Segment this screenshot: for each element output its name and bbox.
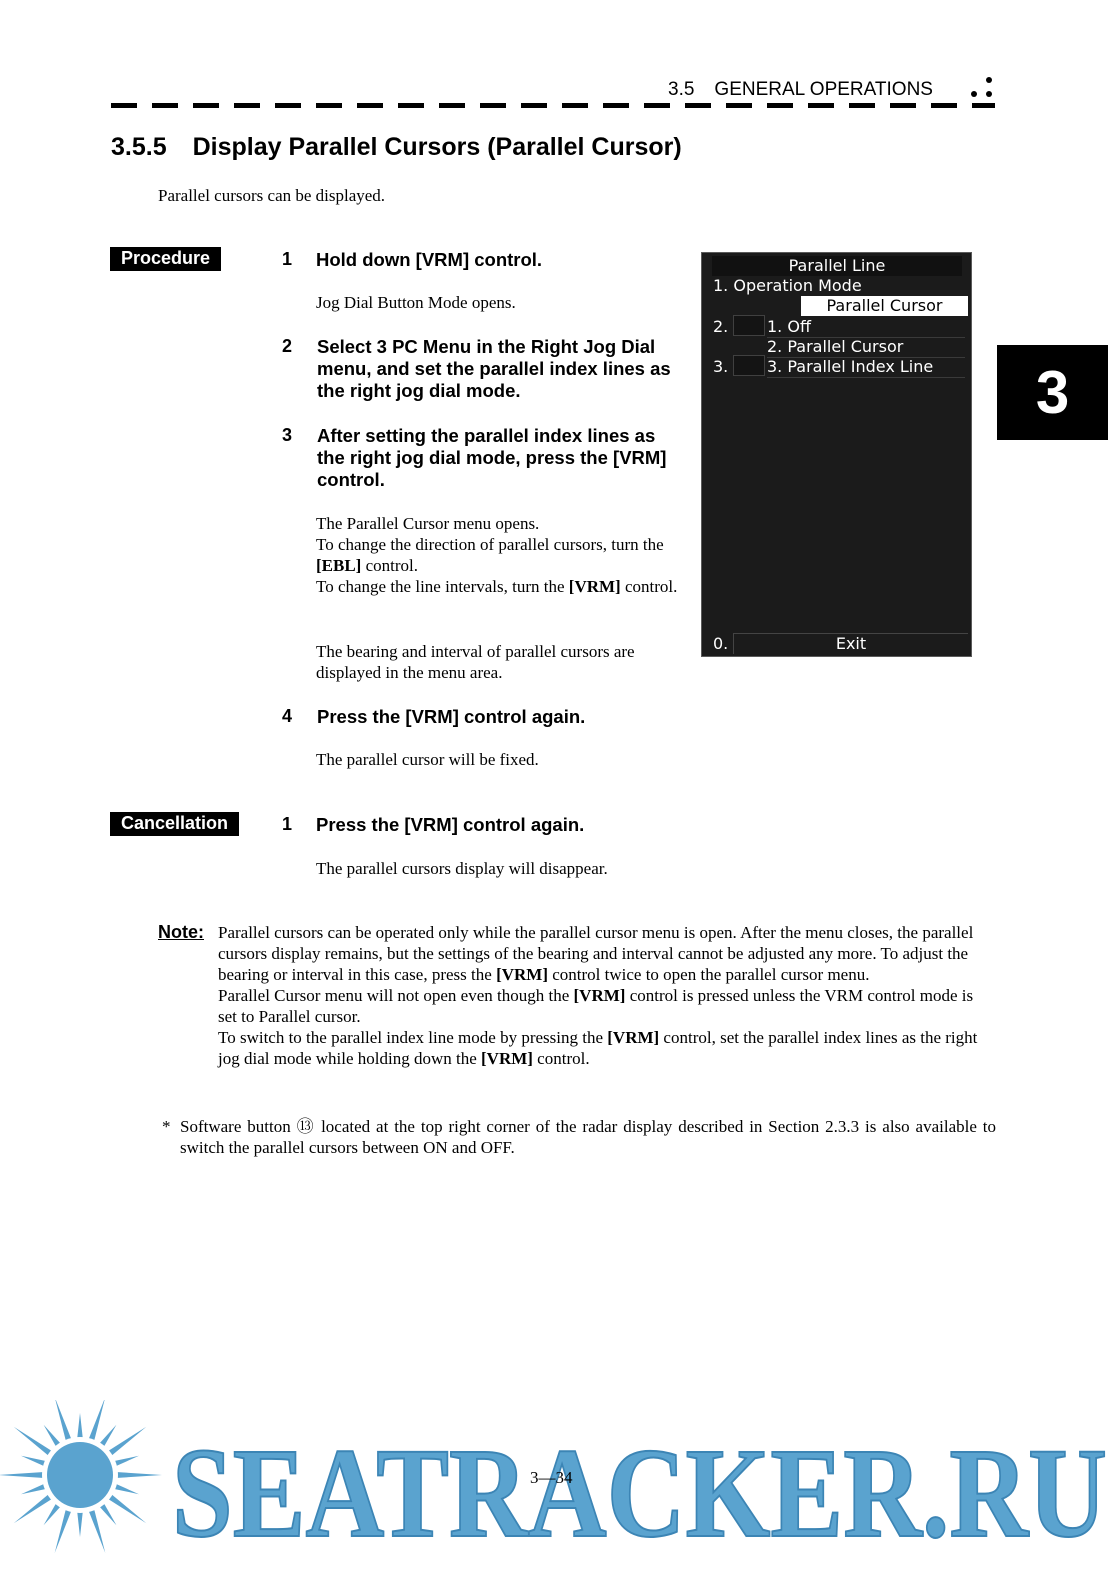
header-dot-decoration (971, 91, 977, 97)
step-number: 3 (282, 425, 293, 445)
step-body: The parallel cursor will be fixed. (316, 750, 539, 769)
footnote-text: Software button ⑬ located at the top right corner of the radar display described in Section 2.3.3 is also available to switch the parallel cursors between ON and OFF. (180, 1117, 996, 1157)
cancellation-label: Cancellation (110, 812, 239, 836)
header-dashed-rule (111, 103, 995, 108)
step-number: 1 (282, 249, 293, 269)
note-paragraph: To switch to the parallel index line mode by pressing the [VRM] control, set the parallel index lines as the right jog dial mode while holding down the [VRM] control. (218, 1028, 978, 1068)
intro-text: Parallel cursors can be displayed. (158, 186, 386, 205)
header-section-name: GENERAL OPERATIONS (714, 79, 933, 100)
footnote (162, 1116, 996, 1158)
menu-item-operation-mode[interactable]: 1. Operation Mode (713, 276, 862, 295)
sun-ray (55, 1400, 73, 1444)
step-title: After setting the parallel index lines as the right jog dial mode, press the [VRM] control. (317, 425, 667, 490)
step-body-line: To change the direction of parallel cursors, turn the [EBL] control. (316, 535, 664, 575)
sun-ray (55, 1506, 73, 1553)
note-paragraph: Parallel cursors can be operated only while the parallel cursor menu is open. After the menu closes, the parallel cursors display remains, but the settings of the bearing and interval cannot be adjusted any more. To adjust the bearing or interval in this case, press the [VRM] control twice to open the parallel cursor menu. (218, 923, 974, 984)
header-section-number: 3.5 (668, 79, 695, 100)
watermark-text: SEATRACKER.RU (172, 1428, 1107, 1548)
watermark-logo (172, 1428, 1112, 1548)
section-title-number: 3.5.5 (111, 133, 167, 161)
menu-option-off[interactable]: 1. Off (767, 317, 965, 338)
step-title: Press the [VRM] control again. (316, 814, 585, 835)
sun-ray (0, 1472, 46, 1478)
menu-exit-button[interactable]: Exit (733, 633, 968, 654)
step-body: The parallel cursors display will disappear. (316, 859, 608, 878)
note-label: Note: (158, 922, 204, 942)
sun-ray (77, 1413, 83, 1441)
sun-ray (114, 1472, 162, 1478)
menu-item-operation-mode-value[interactable]: Parallel Cursor (801, 296, 968, 316)
step-body-line: The Parallel Cursor menu opens. (316, 514, 540, 533)
procedure-label: Procedure (110, 247, 221, 271)
step-number: 4 (282, 706, 293, 726)
note-body (218, 922, 996, 1069)
chapter-tab: 3 (997, 345, 1108, 440)
section-title (111, 133, 682, 162)
menu-title: Parallel Line (712, 256, 962, 276)
menu-item-3-number[interactable]: 3. (713, 357, 729, 376)
menu-item-2-value-box (733, 315, 765, 336)
parallel-line-menu (701, 252, 972, 657)
step-title: Select 3 PC Menu in the Right Jog Dial menu, and set the parallel index lines as the right jog dial mode. (317, 336, 671, 401)
watermark-sun-icon (0, 1400, 170, 1570)
step-title: Press the [VRM] control again. (317, 706, 586, 727)
sun-ray (77, 1509, 83, 1537)
sun-ray (88, 1400, 106, 1444)
step-body-line: To change the line intervals, turn the [VRM] control. (316, 577, 678, 596)
header-dot-decoration (986, 91, 992, 97)
step-body: The bearing and interval of parallel cursors are displayed in the menu area. (316, 642, 635, 682)
step-number: 1 (282, 814, 293, 834)
step-body: Jog Dial Button Mode opens. (316, 293, 516, 312)
header-dot-decoration (986, 77, 992, 83)
footnote-mark: * (162, 1117, 171, 1136)
menu-item-3-value-box (733, 355, 765, 376)
section-title-text: Display Parallel Cursors (Parallel Cursor) (192, 133, 682, 161)
sun-ray (88, 1506, 106, 1553)
page-number: 3—34 (530, 1468, 573, 1487)
running-header (668, 79, 933, 101)
step-title: Hold down [VRM] control. (316, 249, 543, 270)
step-number: 2 (282, 336, 293, 356)
note-paragraph: Parallel Cursor menu will not open even though the [VRM] control is pressed unless the VRM control mode is set to Parallel cursor. (218, 986, 974, 1026)
menu-option-parallel-index-line[interactable]: 3. Parallel Index Line (767, 357, 965, 378)
menu-item-2-number[interactable]: 2. (713, 317, 729, 336)
menu-exit-number: 0. (713, 634, 729, 653)
menu-option-parallel-cursor[interactable]: 2. Parallel Cursor (767, 337, 965, 358)
step-body (316, 513, 678, 597)
